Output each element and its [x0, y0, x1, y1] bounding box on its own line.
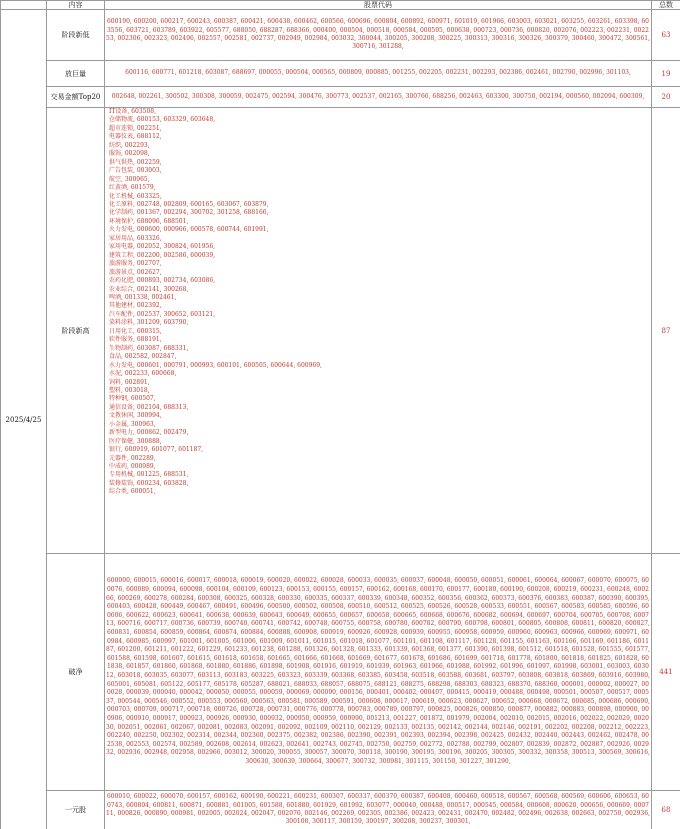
total-cell: 63 [652, 10, 680, 61]
category-cell: 阶段新低 [47, 10, 105, 61]
industry-line: 银行, 600919, 601077, 601187, [109, 446, 204, 454]
industry-line: 仓储物流, 600153, 603329, 603648, [109, 116, 216, 124]
industry-line: 家用电器, 002052, 300824, 601956, [109, 243, 216, 251]
table-row [1, 87, 680, 108]
industry-line: 化工机械, 603325, [109, 192, 162, 200]
industry-line: 农业综合, 002141, 300268, [109, 285, 189, 293]
industry-line: 中成药, 000989, [109, 463, 156, 471]
industry-line: 化学制药, 001367, 002294, 300702, 301258, 688166, [109, 209, 269, 217]
codes-cell: 600116, 600771, 601218, 603087, 688697, 000055, 000504, 000565, 000809, 000885, 001255, 002205, 002231, 002293, 002386, 002461, 002790, 002996, 301103, [105, 61, 652, 87]
industry-line: 环境保护, 688096, 688501, [109, 217, 189, 225]
industry-line: 水力发电, 000601, 000791, 000993, 600101, 600505, 600644, 600969, [109, 361, 322, 369]
total-cell: 68 [652, 791, 680, 829]
table-row [1, 108, 680, 554]
industry-line: 染料涂料, 301209, 603790, [109, 319, 189, 327]
codes-cell [105, 108, 652, 554]
industry-line: 广告包装, 003003, [109, 167, 162, 175]
total-cell: 87 [652, 108, 680, 554]
industry-line: 饲料, 002891, [109, 378, 150, 386]
industry-line: 日用化工, 600315, [109, 327, 162, 335]
header-codes: 股票代码 [105, 1, 652, 10]
industry-line: 医疗保健, 300888, [109, 437, 162, 445]
table-row [1, 791, 680, 829]
industry-line: 航空, 300965, [109, 175, 150, 183]
industry-line: 特种钢, 600507, [109, 395, 156, 403]
header-blank [1, 1, 47, 10]
industry-line: 火力发电, 000600, 000966, 600578, 600744, 601991, [109, 226, 269, 234]
table-row [1, 61, 680, 87]
industry-line: 农药化肥, 000893, 002734, 603086, [109, 277, 216, 285]
category-cell: 阶段新高 [47, 108, 105, 554]
industry-line: 服饰, 002098, [109, 150, 150, 158]
industry-line: 供气供热, 002259, [109, 158, 162, 166]
header-row [1, 1, 680, 10]
industry-line: 家居用品, 603326, [109, 234, 162, 242]
industry-line: 塑料, 003018, [109, 386, 150, 394]
industry-line: 装修装饰, 600234, 603828, [109, 479, 189, 487]
industry-line: 小金属, 300963, [109, 420, 156, 428]
header-total: 总数 [652, 1, 680, 10]
industry-list [109, 108, 650, 497]
industry-line: 软件服务, 688191, [109, 336, 162, 344]
industry-line: 建筑工程, 002200, 002586, 600039, [109, 251, 216, 259]
total-cell: 20 [652, 87, 680, 108]
total-cell: 441 [652, 554, 680, 791]
industry-line: 化工原料, 002748, 002809, 600165, 603067, 603879, [109, 200, 269, 208]
industry-line: 新型电力, 000862, 002479, [109, 429, 189, 437]
industry-line: 食品, 002582, 002847, [109, 353, 177, 361]
industry-line: 超市连锁, 002251, [109, 124, 162, 132]
codes-cell: 600010, 600022, 600070, 600157, 600162, 600190, 600221, 600231, 600307, 600337, 600370, 600387, 600408, 600460, 600518, 600567, 600568, 600569, 600606, 600653, 600743, 600804, 600811, 600871, 600881, 601005, 601588, 601880, 601929, 601992, 603077, 000040, 000488, 000517, 000545, 000584, 000608, 000620, 000656, 000669, 000711, 000826, 000890, 000981, 002005, 002024, 002047, 002076, 002146, 002269, 002305, 002386, 002423, 002431, 002470, 002482, 002496, 002638, 002663, 002750, 002936, 300108, 300117, 300159, 300197, 300208, 300237, 300301, [105, 791, 652, 829]
category-cell: 一元股 [47, 791, 105, 829]
codes-cell: 600190, 600200, 600217, 600243, 600387, 600421, 600438, 600462, 600566, 600696, 600804, 600892, 600971, 601019, 601966, 603003, 603021, 603255, 603261, 603398, 603556, 603721, 603789, 603922, 605577, 688050, 688287, 688366, 000400, 000504, 000518, 000584, 000595, 000638, 000723, 000736, 000820, 002076, 002223, 002231, 002253, 002306, 002323, 002496, 002557, 002581, 002737, 002949, 002984, 003032, 300044, 300205, 300208, 300225, 300313, 300316, 300326, 300379, 300460, 300472, 300561, 300716, 301288, [105, 10, 652, 61]
industry-line: IT设备, 603508, [109, 108, 156, 115]
header-content: 内容 [47, 1, 105, 10]
codes-cell: 002648, 002261, 300502, 300308, 300059, 002475, 002594, 300476, 300773, 002537, 002165, 300766, 688256, 002463, 603300, 300750, 002194, 000560, 002094, 600309, [105, 87, 652, 108]
category-cell: 交易金额Top20 [47, 87, 105, 108]
table-row [1, 10, 680, 61]
industry-line: 生物制药, 603087, 688331, [109, 344, 189, 352]
industry-line: 综合类, 600051, [109, 488, 156, 496]
industry-line: 旅游景点, 002627, [109, 268, 162, 276]
date-cell: 2025/4/25 [1, 10, 47, 829]
category-cell: 放巨量 [47, 61, 105, 87]
industry-line: 其他建材, 002392, [109, 302, 162, 310]
industry-line: 汽车配件, 002537, 300652, 603121, [109, 310, 216, 318]
industry-line: 红黄酒, 601579, [109, 184, 156, 192]
industry-line: 纺织, 002293, [109, 141, 150, 149]
table-row [1, 554, 680, 791]
total-cell: 19 [652, 61, 680, 87]
codes-cell: 600000, 600015, 600016, 600017, 600018, 600019, 600020, 600022, 600028, 600033, 600035, 600037, 600048, 600050, 600051, 600061, 600064, 600067, 600070, 600075, 600076, 600089, 600094, 600098, 600104, 600109, 600123, 600153, 600155, 600157, 600162, 600168, 600170, 600177, 600180, 600190, 600208, 600219, 600231, 600248, 600266, 600269, 600278, 600284, 600308, 600325, 600328, 600330, 600335, 600337, 600339, 600348, 600352, 600356, 600362, 600373, 600376, 600383, 600387, 600390, 600395, 600403, 600428, 600449, 600467, 600491, 600496, 600500, 600502, 600508, 600510, 600512, 600525, 600526, 600528, 600533, 600551, 600567, 600583, 600585, 600596, 600606, 600622, 600623, 600641, 600638, 600639, 600643, 600649, 600655, 600657, 600658, 600665, 600668, 600676, 600682, 600694, 600697, 600704, 600705, 600708, 600713, 600716, 600717, 600736, 600739, 600740, 600741, 600742, 600748, 600755, 600758, 600780, 600782, 600790, 600798, 600801, 600805, 600808, 600811, 600820, 600827, 600831, 600854, 600859, 600864, 600874, 600884, 600888, 600908, 600919, 600926, 600928, 600939, 600955, 600958, 600959, 600960, 600963, 600966, 600969, 600971, 600984, 600985, 600997, 601001, 601005, 601006, 601009, 601011, 601015, 601018, 601077, 601101, 601108, 601117, 601128, 601155, 601163, 601166, 601169, 601186, 601187, 601200, 601211, 601222, 601229, 601233, 601238, 601288, 601326, 601328, 601333, 601339, 601368, 601377, 601390, 601398, 601512, 601518, 601528, 601555, 601577, 601588, 601598, 601607, 601615, 601618, 601658, 601665, 601666, 601668, 601669, 601677, 601678, 601686, 601699, 601718, 601778, 601800, 601818, 601825, 601828, 601838, 601857, 601860, 601868, 601880, 601886, 601898, 601908, 601916, 601919, 601939, 601963, 601966, 601988, 601992, 601996, 601997, 601998, 603001, 603003, 603012, 603018, 603035, 603077, 603113, 603183, 603225, 603323, 603339, 603368, 603385, 603458, 603518, 603588, 603681, 603797, 603808, 603818, 603869, 603916, 603980, 605001, 605081, 605122, 605177, 605178, 605287, 688021, 688033, 688057, 688075, 688121, 688275, 688298, 688303, 688323, 688370, 688360, 000001, 000002, 000027, 000028, 000039, 000040, 000042, 000050, 000055, 000059, 000069, 000090, 000156, 000401, 000402, 000407, 000415, 000419, 000488, 000498, 000501, 000507, 000517, 000537, 000544, 000546, 000552, 000553, 000560, 000563, 000581, 000589, 000591, 000608, 000617, 000619, 000623, 000627, 000652, 000668, 000672, 000685, 000686, 000690, 000703, 000709, 000717, 000718, 000726, 000728, 000731, 000776, 000778, 000783, 000789, 000797, 000825, 000826, 000850, 000877, 000882, 000883, 000898, 000900, 000906, 000910, 000917, 000923, 000926, 000930, 000932, 000950, 000959, 000990, 001213, 001227, 001872, 001979, 002004, 002010, 002015, 002016, 002022, 002029, 002030, 002051, 002061, 002067, 002081, 002083, 002091, 002092, 002109, 002110, 002129, 002133, 002135, 002142, 002144, 002146, 002191, 002202, 002208, 002212, 002223, 002240, 002250, 002302, 002314, 002344, 002360, 002375, 002382, 002386, 002390, 002391, 002393, 002394, 002398, 002425, 002432, 002440, 002443, 002462, 002478, 002538, 002553, 002574, 002589, 002608, 002614, 002623, 002641, 002743, 002745, 002750, 002759, 002772, 002788, 002799, 002807, 002839, 002872, 002887, 002926, 002932, 002936, 002948, 002958, 002966, 003012, 300020, 300055, 300057, 300070, 300118, 300190, 300195, 300196, 300205, 300305, 300332, 300358, 300513, 300569, 300616, 300630, 300639, 300664, 300677, 300732, 300981, 301115, 301150, 301227, 301290, [105, 554, 652, 791]
industry-line: 专用机械, 001225, 688531, [109, 471, 189, 479]
category-cell: 破净 [47, 554, 105, 791]
industry-line: 水泥, 002233, 600668, [109, 370, 177, 378]
industry-line: 通信设备, 002104, 688313, [109, 403, 189, 411]
industry-line: 啤酒, 001338, 002461, [109, 293, 177, 301]
industry-line: 电器仪表, 688112, [109, 133, 162, 141]
industry-line: 文教休闲, 300994, [109, 412, 162, 420]
industry-line: 旅游服务, 002707, [109, 260, 162, 268]
industry-line: 元器件, 002289, [109, 454, 156, 462]
